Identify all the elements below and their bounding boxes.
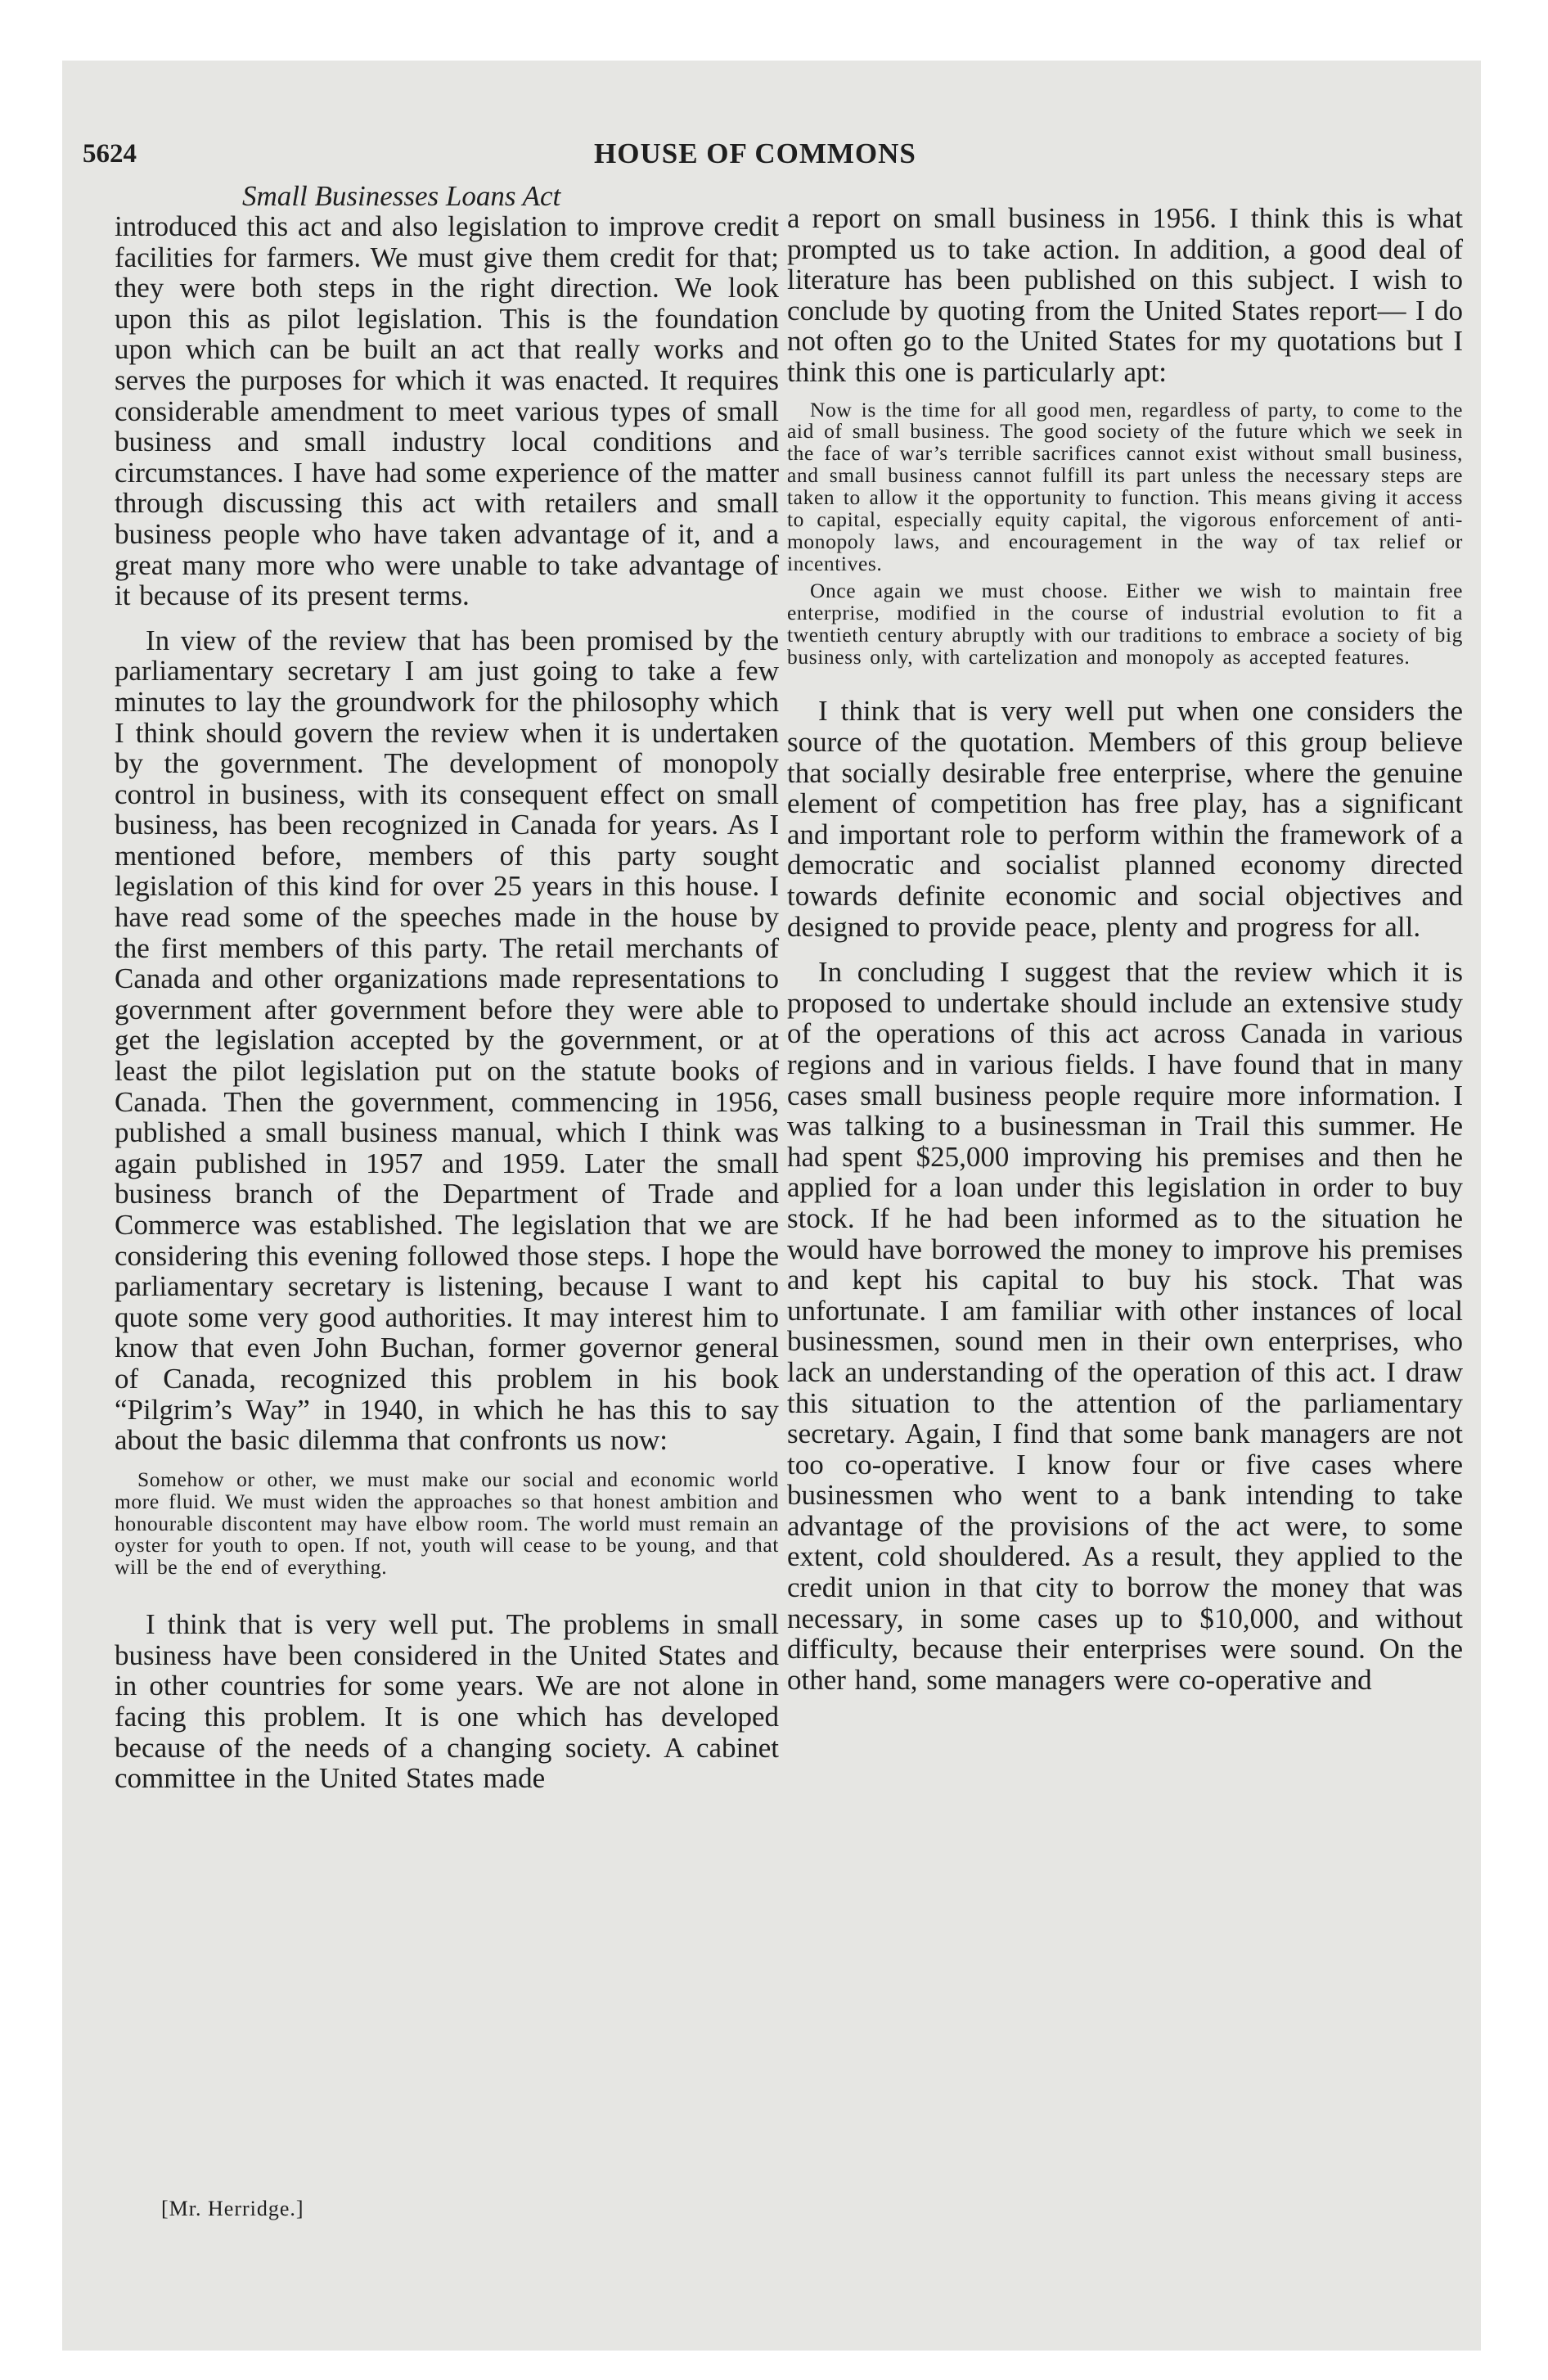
right-paragraph-1: a report on small business in 1956. I think this is what prompted us to take action. In addition, a good deal of literature has been published on this subject. I wish to conclude by quoting from the United States report— I do not often go to the United States for my quotations but I think this one is particularly apt:: [787, 202, 1463, 388]
right-column: [787, 203, 1463, 1695]
left-column: [115, 211, 779, 1794]
speaker-attribution: [Mr. Herridge.]: [161, 2197, 304, 2220]
page-title: HOUSE OF COMMONS: [594, 137, 916, 169]
right-paragraph-2: I think that is very well put when one considers the source of the quotation. Members of this group believe that socially desirable free enterprise, where the genuine element of competition has free play, has a significant and important role to perform within the framework of a democratic and socialist planned economy directed towards definite economic and social objectives and designed to provide peace, plenty and progress for all.: [787, 695, 1463, 943]
right-paragraph-3: In concluding I suggest that the review which it is proposed to undertake should include an extensive study of the operations of this act across Canada in various regions and in various fields. I have found that in many cases small business people require more information. I was talking to a businessman in Trail this summer. He had spent $25,000 improving his premises and then he applied for a loan under this legislation in order to buy stock. If he had been informed as to the situation he would have borrowed the money to improve his premises and kept his capital to buy his stock. That was unfortunate. I am familiar with other instances of local businessmen, sound men in their own enterprises, who lack an understanding of the operation of this act. I draw this situation to the attention of the parliamentary secretary. Again, I find that some bank managers are not too co-operative. I know four or five cases where businessmen who went to a bank intending to take advantage of the provisions of the act were, to some extent, cold shouldered. As a result, they applied to the credit union in that city to borrow the money that was necessary, in some cases up to $10,000, and without difficulty, because their enterprises were sound. On the other hand, some managers were co-operative and: [787, 956, 1463, 1696]
left-quotation: Somehow or other, we must make our social and economic world more fluid. We must widen the approaches so that honest ambition and honourable discontent may have elbow room. The world must remain an oyster for youth to open. If not, youth will cease to be young, and that will be the end of everything.: [115, 1467, 779, 1580]
right-quotation-1: Now is the time for all good men, regardless of party, to come to the aid of small business. The good society of the future which we seek in the face of war’s terrible sacrifices cannot exist without small business, and small business cannot fulfill its part unless the necessary steps are taken to allow it the opportunity to function. This means giving it access to capital, especially equity capital, the vigorous enforcement of anti-monopoly laws, and encouragement in the way of tax relief or incentives.: [787, 397, 1463, 575]
left-paragraph-3: I think that is very well put. The problems in small business have been considered in the United States and in other countries for some years. We are not alone in facing this problem. It is one which has developed because of the needs of a changing society. A cabinet committee in the United States made: [115, 1608, 779, 1795]
right-quotation-2: Once again we must choose. Either we wish to maintain free enterprise, modified in the course of industrial evolution to fit a twentieth century abruptly with our traditions to embrace a society of big business only, with cartelization and monopoly as accepted features.: [787, 578, 1463, 669]
page-number: 5624: [83, 139, 137, 169]
left-paragraph-1: introduced this act and also legislation to improve credit facilities for farmers. We must give them credit for that; they were both steps in the right direction. We look upon this as pilot legislation. This is the foundation upon which can be built an act that really works and serves the purposes for which it was enacted. It requires considerable amendment to meet various types of small business and small industry local conditions and circumstances. I have had some experience of the matter through discussing this act with retailers and small business people who have taken advantage of it, and a great many more who were unable to take advantage of it because of its present terms.: [115, 210, 779, 612]
left-paragraph-2: In view of the review that has been promised by the parliamentary secretary I am just going to take a few minutes to lay the groundwork for the philosophy which I think should govern the review when it is undertaken by the government. The development of monopoly control in business, with its consequent effect on small business, has been recognized in Canada for years. As I mentioned before, members of this party sought legislation of this kind for over 25 years in this house. I have read some of the speeches made in the house by the first members of this party. The retail merchants of Canada and other organizations made representations to government after government before they were able to get the legislation accepted by the government, or at least the pilot legislation put on the statute books of Canada. Then the government, commencing in 1956, published a small business manual, which I think was again published in 1957 and 1959. Later the small business branch of the Department of Trade and Commerce was established. The legislation that we are considering this evening followed those steps. I hope the parliamentary secretary is listening, because I want to quote some very good authorities. It may interest him to know that even John Buchan, former governor general of Canada, recognized this problem in his book “Pilgrim’s Way” in 1940, in which he has this to say about the basic dilemma that confronts us now:: [115, 624, 779, 1457]
page-subtitle: Small Businesses Loans Act: [242, 180, 561, 212]
